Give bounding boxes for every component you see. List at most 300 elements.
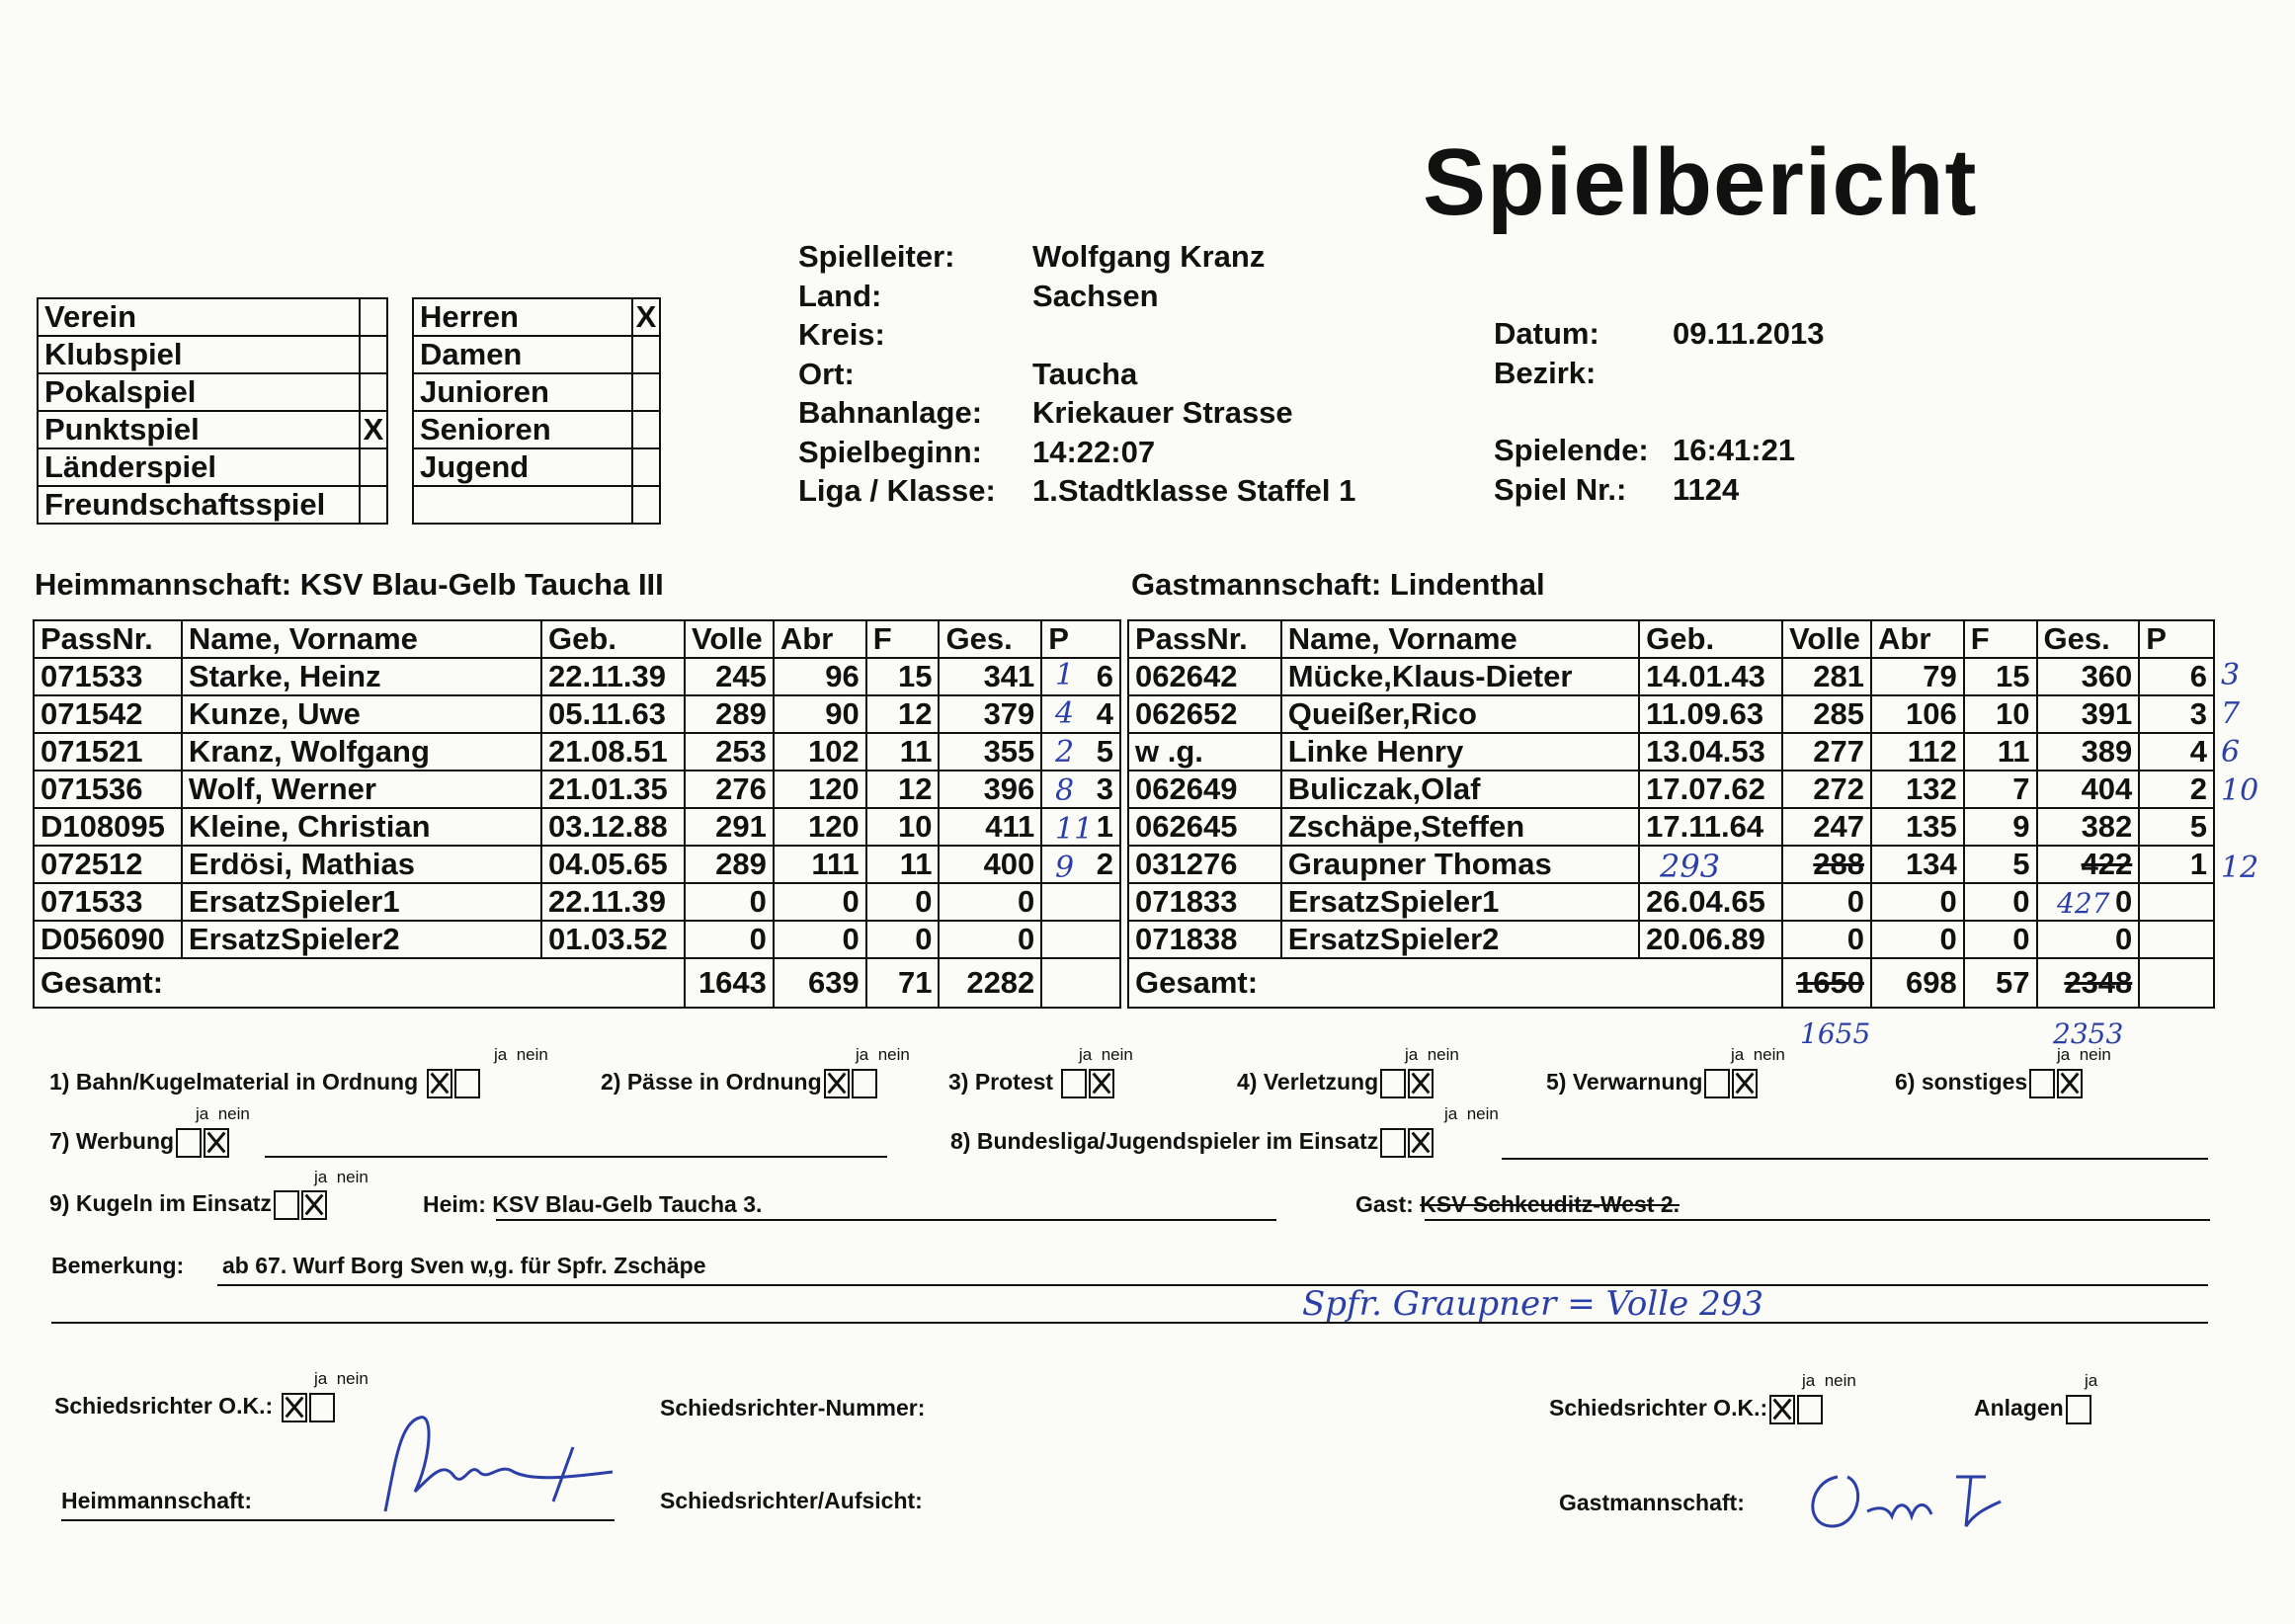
kategorie-checkbox[interactable]: [632, 448, 660, 486]
kategorie-label: Jugend: [413, 448, 632, 486]
total-volle: 1643: [685, 958, 774, 1008]
table-row: [34, 808, 1120, 846]
kategorie-box: [412, 297, 661, 525]
abr-cell: 0: [1871, 921, 1964, 958]
abr-cell: 111: [774, 846, 866, 883]
volle-cell: 272: [1782, 771, 1871, 808]
value-spielnr: 1124: [1673, 472, 1740, 507]
table-row: [1128, 695, 2214, 733]
label-bahnanlage: Bahnanlage:: [798, 395, 983, 430]
handwritten-rank: 4: [1055, 696, 1075, 731]
volle-cell: 253: [685, 733, 774, 771]
ges-cell: 355: [939, 733, 1041, 771]
question-6: [1895, 1069, 2083, 1098]
ges-cell: 396: [939, 771, 1041, 808]
name-cell: Wolf, Werner: [182, 771, 541, 808]
geb-cell: 22.11.39: [541, 883, 685, 921]
name-cell: ErsatzSpieler1: [1281, 883, 1639, 921]
question-label: 4) Verletzung: [1237, 1069, 1379, 1096]
ges-cell: 0: [939, 883, 1041, 921]
label-spielleiter: Spielleiter:: [798, 239, 955, 274]
ges-cell: 389: [2037, 733, 2140, 771]
ja-checkbox[interactable]: [1061, 1069, 1087, 1098]
label-liga: Liga / Klasse:: [798, 473, 996, 508]
f-cell: 0: [1964, 883, 2037, 921]
guest-team-header: [1131, 567, 1545, 603]
question-9: [49, 1190, 327, 1220]
kategorie-label: Junioren: [413, 373, 632, 411]
volle-cell: 277: [1782, 733, 1871, 771]
nein-checkbox[interactable]: [301, 1190, 327, 1220]
ja-nein-label: ja nein: [1444, 1104, 1499, 1123]
ges-cell: 0: [939, 921, 1041, 958]
ges-cell: 382: [2037, 808, 2140, 846]
p-cell: 2: [1041, 846, 1120, 883]
nein-checkbox[interactable]: [454, 1069, 480, 1098]
pass-nr-cell: 062649: [1128, 771, 1281, 808]
handwritten-volle-correction: 293: [1660, 848, 1721, 885]
table-row: [34, 846, 1120, 883]
ja-checkbox[interactable]: [427, 1069, 452, 1098]
f-cell: 12: [866, 695, 940, 733]
home-team-name: KSV Blau-Gelb Taucha III: [299, 567, 664, 602]
spielart-checkbox[interactable]: [360, 373, 387, 411]
nein-checkbox[interactable]: [1797, 1395, 1823, 1424]
total-ges: 2282: [939, 958, 1041, 1008]
kategorie-checkbox[interactable]: [632, 411, 660, 448]
label-land: Land:: [798, 278, 882, 313]
p-cell: 5: [2139, 808, 2214, 846]
pass-nr-cell: 031276: [1128, 846, 1281, 883]
geb-cell: 01.03.52: [541, 921, 685, 958]
table-row: [34, 658, 1120, 695]
p-cell: 2: [2139, 771, 2214, 808]
anlagen: [1974, 1395, 2091, 1424]
name-cell: Graupner Thomas: [1281, 846, 1639, 883]
volle-cell: 0: [1782, 921, 1871, 958]
column-header: Abr: [774, 620, 866, 658]
nein-checkbox[interactable]: [1408, 1128, 1434, 1158]
page-title: Spielbericht: [1423, 129, 1978, 235]
guest-players-table: [1127, 619, 2215, 1009]
p-cell: 3: [2139, 695, 2214, 733]
abr-cell: 0: [774, 883, 866, 921]
column-header: PassNr.: [1128, 620, 1281, 658]
spielart-checkbox[interactable]: [360, 298, 387, 336]
table-row: [34, 695, 1120, 733]
ja-nein-label: ja nein: [1405, 1045, 1459, 1064]
pass-nr-cell: 071833: [1128, 883, 1281, 921]
ges-cell: 422: [2037, 846, 2140, 883]
p-cell: 4: [1041, 695, 1120, 733]
geb-cell: 20.06.89: [1639, 921, 1782, 958]
pass-nr-cell: 071542: [34, 695, 182, 733]
total-f: 57: [1964, 958, 2037, 1008]
sr-aufsicht-label: Schiedsrichter/Aufsicht:: [660, 1488, 923, 1513]
pass-nr-cell: 062652: [1128, 695, 1281, 733]
spielart-checkbox[interactable]: [360, 336, 387, 373]
pass-nr-cell: D108095: [34, 808, 182, 846]
f-cell: 0: [866, 921, 940, 958]
handwritten-rank: 6: [2221, 735, 2241, 770]
abr-cell: 135: [1871, 808, 1964, 846]
f-cell: 12: [866, 771, 940, 808]
geb-cell: 03.12.88: [541, 808, 685, 846]
question-label: 3) Protest: [948, 1069, 1054, 1096]
total-label: Gesamt:: [34, 958, 685, 1008]
abr-cell: 134: [1871, 846, 1964, 883]
f-cell: 15: [1964, 658, 2037, 695]
value-spielbeginn: 14:22:07: [1032, 434, 1156, 469]
geb-cell: 22.11.39: [541, 658, 685, 695]
gast-kugeln-label: Gast:: [1355, 1191, 1414, 1217]
column-header: Abr: [1871, 620, 1964, 658]
label-spielnr: Spiel Nr.:: [1494, 472, 1627, 507]
p-cell: [2139, 921, 2214, 958]
kategorie-checkbox[interactable]: X: [632, 298, 660, 336]
abr-cell: 0: [1871, 883, 1964, 921]
handwritten-rank: 8: [1055, 773, 1075, 808]
bemerkung-line-2: [51, 1322, 2208, 1324]
f-cell: 11: [866, 733, 940, 771]
sr-nummer-label: Schiedsrichter-Nummer:: [660, 1395, 926, 1421]
name-cell: Erdösi, Mathias: [182, 846, 541, 883]
question-label: 9) Kugeln im Einsatz: [49, 1190, 272, 1217]
ges-cell: 411: [939, 808, 1041, 846]
total-label: Gesamt:: [1128, 958, 1782, 1008]
column-header: Name, Vorname: [182, 620, 541, 658]
handwritten-rank: 11: [1055, 812, 1094, 847]
f-cell: 15: [866, 658, 940, 695]
column-header: PassNr.: [34, 620, 182, 658]
question-label: 8) Bundesliga/Jugendspieler im Einsatz: [950, 1128, 1379, 1155]
home-signature: [375, 1403, 622, 1521]
ja-nein-label: ja nein: [1731, 1045, 1785, 1064]
bemerkung-text: ab 67. Wurf Borg Sven w,g. für Spfr. Zschäpe: [222, 1253, 706, 1278]
spielart-label: Verein: [38, 298, 360, 336]
volle-cell: 285: [1782, 695, 1871, 733]
abr-cell: 90: [774, 695, 866, 733]
spielart-label: Pokalspiel: [38, 373, 360, 411]
spielart-label: Freundschaftsspiel: [38, 486, 360, 524]
spielart-label: Länderspiel: [38, 448, 360, 486]
abr-cell: 112: [1871, 733, 1964, 771]
kategorie-label: Damen: [413, 336, 632, 373]
f-cell: 9: [1964, 808, 2037, 846]
geb-cell: 17.07.62: [1639, 771, 1782, 808]
spielart-checkbox[interactable]: X: [360, 411, 387, 448]
volle-cell: 247: [1782, 808, 1871, 846]
table-row: [34, 883, 1120, 921]
ges-cell: 0: [2037, 883, 2140, 921]
question-4: [1237, 1069, 1434, 1098]
nein-checkbox[interactable]: [1089, 1069, 1114, 1098]
handwritten-rank: 7: [2221, 696, 2241, 731]
name-cell: Kranz, Wolfgang: [182, 733, 541, 771]
f-cell: 0: [866, 883, 940, 921]
column-header: Volle: [685, 620, 774, 658]
name-cell: Kleine, Christian: [182, 808, 541, 846]
abr-cell: 96: [774, 658, 866, 695]
value-land: Sachsen: [1032, 278, 1159, 313]
geb-cell: 13.04.53: [1639, 733, 1782, 771]
total-volle: 1650: [1782, 958, 1871, 1008]
kategorie-label: Herren: [413, 298, 632, 336]
pass-nr-cell: 062642: [1128, 658, 1281, 695]
abr-cell: 106: [1871, 695, 1964, 733]
p-cell: [1041, 883, 1120, 921]
nein-checkbox[interactable]: [309, 1393, 335, 1422]
f-cell: 10: [1964, 695, 2037, 733]
column-header: F: [1964, 620, 2037, 658]
p-cell: 6: [1041, 658, 1120, 695]
ja-checkbox[interactable]: [1380, 1069, 1406, 1098]
nein-checkbox[interactable]: [1408, 1069, 1434, 1098]
ges-cell: 360: [2037, 658, 2140, 695]
ja-label: ja: [2085, 1371, 2098, 1390]
kategorie-label: [413, 486, 632, 524]
guest-team-name: Lindenthal: [1389, 567, 1545, 602]
ja-checkbox[interactable]: [824, 1069, 850, 1098]
table-row: [1128, 771, 2214, 808]
value-liga: 1.Stadtklasse Staffel 1: [1032, 473, 1356, 508]
handwritten-rank: 12: [2221, 851, 2259, 885]
column-header: P: [2139, 620, 2214, 658]
column-header: Ges.: [2037, 620, 2140, 658]
name-cell: Starke, Heinz: [182, 658, 541, 695]
volle-cell: 289: [685, 695, 774, 733]
header-values: [1032, 237, 1355, 511]
abr-cell: 132: [1871, 771, 1964, 808]
f-cell: 5: [1964, 846, 2037, 883]
pass-nr-cell: 071536: [34, 771, 182, 808]
ja-checkbox[interactable]: [274, 1190, 299, 1220]
spielart-checkbox[interactable]: [360, 448, 387, 486]
column-header: Geb.: [541, 620, 685, 658]
kategorie-checkbox[interactable]: [632, 486, 660, 524]
handwritten-rank: 10: [2221, 773, 2259, 808]
question-8: [950, 1128, 1434, 1158]
f-cell: 7: [1964, 771, 2037, 808]
bemerkung-handwritten: Spfr. Graupner = Volle 293: [1302, 1284, 1763, 1324]
ja-nein-label: ja nein: [196, 1104, 250, 1123]
kategorie-label: Senioren: [413, 411, 632, 448]
ges-cell: 400: [939, 846, 1041, 883]
question-5: [1546, 1069, 1758, 1098]
geb-cell: 21.08.51: [541, 733, 685, 771]
question-label: 2) Pässe in Ordnung: [601, 1069, 822, 1096]
column-header: F: [866, 620, 940, 658]
name-cell: ErsatzSpieler2: [1281, 921, 1639, 958]
spielart-label: Punktspiel: [38, 411, 360, 448]
pass-nr-cell: 071533: [34, 883, 182, 921]
value-spielleiter: Wolfgang Kranz: [1032, 239, 1266, 274]
question-1: [49, 1069, 480, 1098]
nein-checkbox[interactable]: [1732, 1069, 1758, 1098]
bundesliga-line: [1502, 1158, 2208, 1160]
total-abr: 639: [774, 958, 866, 1008]
ja-nein-label: ja nein: [2057, 1045, 2111, 1064]
p-cell: [2139, 883, 2214, 921]
name-cell: Kunze, Uwe: [182, 695, 541, 733]
value-spielende: 16:41:21: [1673, 433, 1796, 467]
abr-cell: 120: [774, 808, 866, 846]
pass-nr-cell: 071521: [34, 733, 182, 771]
table-row: [1128, 883, 2214, 921]
table-row: [1128, 808, 2214, 846]
pass-nr-cell: 062645: [1128, 808, 1281, 846]
ja-nein-label: ja nein: [1079, 1045, 1133, 1064]
name-cell: ErsatzSpieler2: [182, 921, 541, 958]
ja-checkbox[interactable]: [2029, 1069, 2055, 1098]
column-header: Ges.: [939, 620, 1041, 658]
value-kreis: [1032, 315, 1355, 355]
question-label: 5) Verwarnung: [1546, 1069, 1703, 1096]
geb-cell: 11.09.63: [1639, 695, 1782, 733]
geb-cell: 21.01.35: [541, 771, 685, 808]
volle-cell: 0: [685, 883, 774, 921]
spielart-checkbox[interactable]: [360, 486, 387, 524]
value-datum: 09.11.2013: [1673, 316, 1825, 351]
question-label: 1) Bahn/Kugelmaterial in Ordnung: [49, 1069, 419, 1096]
volle-cell: 288: [1782, 846, 1871, 883]
nein-checkbox[interactable]: [204, 1128, 229, 1158]
p-cell: [1041, 921, 1120, 958]
bemerkung-line-1: [217, 1284, 2208, 1286]
handwritten-rank: 2: [1055, 735, 1075, 770]
kategorie-checkbox[interactable]: [632, 373, 660, 411]
handwritten-total-volle: 1655: [1800, 1017, 1871, 1050]
f-cell: 11: [866, 846, 940, 883]
heim-kugeln-label: Heim:: [423, 1191, 486, 1217]
ja-nein-label: ja nein: [314, 1369, 369, 1388]
sr-ok-label: Schiedsrichter O.K.:: [54, 1393, 274, 1420]
column-header: Volle: [1782, 620, 1871, 658]
ja-nein-label: ja nein: [314, 1168, 369, 1186]
anlagen-checkbox[interactable]: [2066, 1395, 2091, 1424]
anlagen-label: Anlagen: [1974, 1395, 2064, 1421]
handwritten-ges-correction: 427: [2057, 887, 2110, 920]
heim-kugeln-line: [496, 1219, 1276, 1221]
handwritten-rank: 1: [1055, 658, 1075, 692]
table-header-row: [1128, 620, 2214, 658]
column-header: Name, Vorname: [1281, 620, 1639, 658]
column-header: P: [1041, 620, 1120, 658]
bemerkung-label: Bemerkung:: [51, 1253, 185, 1278]
kategorie-checkbox[interactable]: [632, 336, 660, 373]
question-label: 6) sonstiges: [1895, 1069, 2028, 1096]
name-cell: Mücke,Klaus-Dieter: [1281, 658, 1639, 695]
home-team-label: Heimmannschaft:: [35, 567, 292, 602]
name-cell: Queißer,Rico: [1281, 695, 1639, 733]
total-f: 71: [866, 958, 940, 1008]
volle-cell: 289: [685, 846, 774, 883]
volle-cell: 245: [685, 658, 774, 695]
gastmannschaft-label: Gastmannschaft:: [1559, 1490, 1745, 1515]
spielart-label: Klubspiel: [38, 336, 360, 373]
label-spielbeginn: Spielbeginn:: [798, 434, 982, 469]
label-ort: Ort:: [798, 356, 855, 391]
question-2: [601, 1069, 877, 1098]
pass-nr-cell: 071838: [1128, 921, 1281, 958]
pass-nr-cell: w .g.: [1128, 733, 1281, 771]
handwritten-rank: 9: [1055, 851, 1075, 885]
geb-cell: 17.11.64: [1639, 808, 1782, 846]
column-header: Geb.: [1639, 620, 1782, 658]
table-row: [34, 733, 1120, 771]
table-row: [34, 771, 1120, 808]
heimmannschaft-label: Heimmannschaft:: [61, 1488, 252, 1513]
spielart-box: [37, 297, 388, 525]
sr-ok-guest: [1549, 1395, 1823, 1424]
label-bezirk: Bezirk:: [1494, 356, 1597, 390]
question-7: [49, 1128, 229, 1158]
abr-cell: 120: [774, 771, 866, 808]
pass-nr-cell: 071533: [34, 658, 182, 695]
ges-cell: 391: [2037, 695, 2140, 733]
total-abr: 698: [1871, 958, 1964, 1008]
table-header-row: [34, 620, 1120, 658]
geb-cell: 05.11.63: [541, 695, 685, 733]
guest-team-label: Gastmannschaft:: [1131, 567, 1382, 602]
ja-checkbox[interactable]: [1704, 1069, 1730, 1098]
volle-cell: 291: [685, 808, 774, 846]
p-cell: 4: [2139, 733, 2214, 771]
label-spielende: Spielende:: [1494, 433, 1649, 467]
ja-nein-label: ja nein: [494, 1045, 548, 1064]
guest-total-row: [1128, 958, 2214, 1008]
volle-cell: 276: [685, 771, 774, 808]
p-cell: 5: [1041, 733, 1120, 771]
volle-cell: 0: [685, 921, 774, 958]
ja-checkbox[interactable]: [176, 1128, 202, 1158]
label-datum: Datum:: [1494, 316, 1599, 351]
home-total-row: [34, 958, 1120, 1008]
handwritten-rank: 3: [2221, 658, 2241, 692]
question-3: [948, 1069, 1114, 1098]
ges-cell: 379: [939, 695, 1041, 733]
abr-cell: 0: [774, 921, 866, 958]
heim-kugeln-value: KSV Blau-Gelb Taucha 3.: [492, 1191, 763, 1217]
nein-checkbox[interactable]: [2057, 1069, 2083, 1098]
table-row: [34, 921, 1120, 958]
ja-checkbox[interactable]: [282, 1393, 307, 1422]
value-ort: Taucha: [1032, 356, 1138, 391]
geb-cell: 14.01.43: [1639, 658, 1782, 695]
volle-cell: 281: [1782, 658, 1871, 695]
p-cell: 3: [1041, 771, 1120, 808]
ja-nein-label: ja nein: [856, 1045, 910, 1064]
abr-cell: 79: [1871, 658, 1964, 695]
table-row: [1128, 733, 2214, 771]
ges-cell: 341: [939, 658, 1041, 695]
pass-nr-cell: 072512: [34, 846, 182, 883]
geb-cell: 04.05.65: [541, 846, 685, 883]
ja-nein-label: ja nein: [1802, 1371, 1856, 1390]
p-cell: 6: [2139, 658, 2214, 695]
ja-checkbox[interactable]: [1380, 1128, 1406, 1158]
name-cell: Buliczak,Olaf: [1281, 771, 1639, 808]
header-labels: [798, 237, 996, 511]
gast-kugeln-line: [1425, 1219, 2210, 1221]
pass-nr-cell: D056090: [34, 921, 182, 958]
ges-cell: 0: [2037, 921, 2140, 958]
nein-checkbox[interactable]: [852, 1069, 877, 1098]
total-ges: 2348: [2037, 958, 2140, 1008]
geb-cell: 26.04.65: [1639, 883, 1782, 921]
guest-players-body: [1128, 658, 2214, 958]
ja-checkbox[interactable]: [1769, 1395, 1795, 1424]
